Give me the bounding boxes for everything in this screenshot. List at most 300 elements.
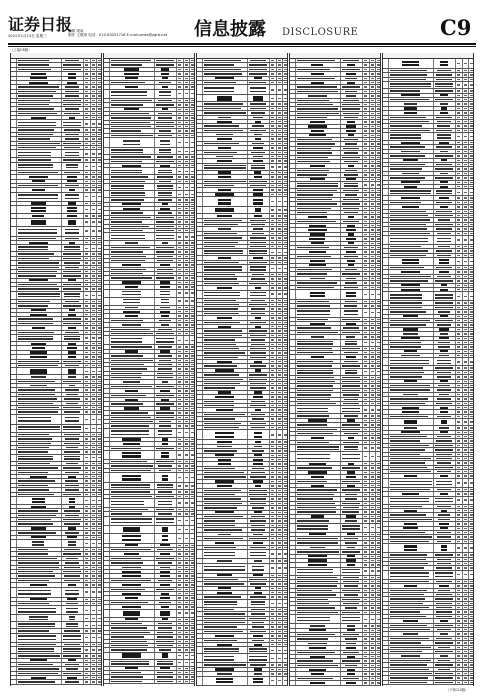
- table-cell-divider: [109, 211, 110, 214]
- table-cell-divider: [340, 120, 341, 123]
- table-cell-text: [85, 407, 89, 408]
- table-cell-text: [271, 138, 275, 139]
- table-cell-text: [185, 636, 188, 637]
- table-cell-divider: [202, 312, 203, 315]
- table-cell-divider: [202, 643, 203, 646]
- table-cell-text: [111, 60, 151, 61]
- table-cell-text: [125, 242, 138, 243]
- table-cell-text: [255, 485, 261, 487]
- table-cell-text: [156, 251, 174, 252]
- table-cell-text: [191, 351, 195, 352]
- table-cell-divider: [295, 120, 296, 123]
- table-cell-text: [156, 641, 175, 642]
- table-cell-text: [67, 210, 77, 212]
- table-cell-text: [111, 504, 144, 505]
- table-cell-text: [18, 635, 56, 636]
- table-cell-text: [156, 417, 173, 418]
- table-cell-text: [85, 389, 89, 390]
- table-cell-text: [253, 160, 263, 162]
- table-cell-text: [278, 525, 281, 526]
- table-cell-text: [185, 606, 188, 607]
- table-cell-text: [278, 609, 281, 610]
- table-cell-text: [85, 506, 89, 507]
- table-cell-text: [377, 278, 381, 279]
- table-cell-text: [160, 291, 170, 292]
- table-cell-text: [185, 181, 188, 182]
- table-cell-text: [254, 77, 262, 79]
- table-cell-divider: [61, 375, 62, 378]
- table-cell-text: [111, 580, 151, 581]
- table-cell-divider: [202, 85, 203, 94]
- table-cell-text: [250, 583, 265, 584]
- table-cell-text: [271, 379, 275, 380]
- table-cell-text: [278, 383, 281, 384]
- table-cell-text: [311, 242, 323, 244]
- table-cell-text: [31, 506, 46, 508]
- table-cell-divider: [202, 219, 203, 222]
- table-cell-text: [271, 547, 275, 548]
- table-cell-divider: [61, 509, 62, 512]
- table-cell-divider: [340, 286, 341, 289]
- table-cell-text: [191, 364, 195, 365]
- table-cell-divider: [16, 360, 17, 363]
- table-cell-text: [157, 273, 172, 274]
- table-cell-divider: [202, 634, 203, 637]
- table-cell-text: [65, 138, 79, 139]
- table-cell-text: [297, 310, 330, 311]
- table-cell-divider: [295, 309, 296, 317]
- table-cell-text: [217, 574, 233, 576]
- table-cell-text: [185, 100, 188, 101]
- table-cell-text: [18, 451, 48, 452]
- table-cell-text: [204, 103, 243, 104]
- table-cell-text: [249, 69, 267, 70]
- table-cell-divider: [61, 442, 62, 445]
- table-cell-text: [377, 143, 381, 144]
- table-row: [104, 534, 194, 544]
- table-cell-text: [254, 134, 262, 135]
- table-cell-divider: [247, 515, 248, 518]
- table-cell-text: [68, 476, 76, 478]
- table-cell-text: [216, 681, 233, 683]
- table-cell-text: [63, 258, 81, 259]
- table-cell-divider: [16, 94, 17, 97]
- table-cell-text: [63, 553, 81, 554]
- table-cell-text: [191, 619, 195, 620]
- table-cell-text: [159, 130, 172, 131]
- table-cell-divider: [16, 116, 17, 119]
- table-cell-text: [92, 166, 95, 167]
- table-cell-text: [377, 287, 381, 288]
- table-cell-text: [98, 403, 102, 404]
- table-cell-text: [63, 125, 82, 126]
- table-cell-divider: [154, 667, 155, 670]
- table-cell-text: [271, 108, 275, 109]
- table-row: [11, 680, 101, 684]
- table-cell-text: [271, 274, 275, 275]
- table-cell-divider: [340, 134, 341, 137]
- table-cell-text: [111, 470, 151, 471]
- table-cell-text: [271, 112, 275, 113]
- table-cell-text: [218, 326, 231, 328]
- table-cell-text: [85, 394, 89, 395]
- table-cell-text: [65, 532, 78, 533]
- table-cell-text: [98, 571, 102, 572]
- table-cell-text: [284, 423, 288, 424]
- table-cell-divider: [202, 480, 203, 483]
- table-cell-text: [18, 152, 51, 153]
- table-cell-text: [85, 677, 89, 678]
- table-cell-text: [249, 253, 267, 254]
- table-cell-text: [85, 209, 89, 210]
- table-cell-text: [156, 509, 174, 510]
- table-cell-text: [63, 122, 82, 123]
- table-cell-text: [191, 142, 195, 143]
- table-cell-divider: [16, 59, 17, 62]
- table-cell-divider: [109, 372, 110, 375]
- table-cell-text: [18, 420, 51, 421]
- table-cell-text: [284, 631, 288, 632]
- table-cell-text: [185, 470, 188, 471]
- table-cell-text: [92, 288, 95, 289]
- table-cell-text: [191, 676, 195, 677]
- table-cell-divider: [202, 672, 203, 675]
- table-cell-text: [98, 91, 102, 92]
- table-cell-text: [159, 320, 171, 321]
- table-cell-divider: [295, 160, 296, 163]
- table-cell-text: [271, 579, 275, 580]
- table-cell-text: [284, 490, 288, 491]
- table-cell-text: [204, 507, 237, 508]
- table-cell-text: [63, 635, 82, 636]
- table-cell-divider: [61, 579, 62, 582]
- table-cell-divider: [202, 102, 203, 105]
- table-cell-text: [158, 513, 173, 514]
- table-cell-text: [111, 341, 142, 342]
- table-cell-text: [284, 427, 288, 428]
- table-cell-text: [252, 507, 264, 508]
- table-cell-divider: [154, 155, 155, 158]
- table-cell-text: [278, 335, 281, 336]
- table-cell-text: [255, 317, 262, 319]
- table-cell-text: [178, 122, 182, 123]
- table-cell-text: [92, 584, 95, 585]
- table-cell-divider: [109, 180, 110, 183]
- table-cell-text: [178, 60, 182, 61]
- table-cell-text: [252, 143, 264, 144]
- table-cell-text: [92, 153, 95, 154]
- table-cell-text: [278, 542, 281, 543]
- table-cell-divider: [109, 229, 110, 232]
- table-cell-text: [178, 217, 182, 218]
- table-cell-text: [63, 429, 81, 430]
- table-cell-divider: [340, 77, 341, 80]
- table-cell-text: [185, 373, 188, 374]
- table-cell-text: [371, 260, 374, 261]
- table-cell-divider: [109, 59, 110, 62]
- table-cell-text: [85, 203, 89, 204]
- table-cell-text: [67, 180, 77, 182]
- table-row: [197, 291, 287, 299]
- table-cell-text: [271, 673, 275, 674]
- table-cell-text: [191, 109, 195, 110]
- table-cell-text: [284, 257, 288, 258]
- table-cell-text: [92, 532, 95, 533]
- table-cell-text: [178, 269, 182, 270]
- table-cell-divider: [61, 133, 62, 136]
- table-cell-divider: [202, 351, 203, 354]
- table-cell-text: [271, 658, 275, 659]
- table-cell-divider: [109, 207, 110, 210]
- table-cell-text: [178, 558, 182, 559]
- table-cell-text: [271, 516, 275, 517]
- table-cell-text: [178, 236, 182, 237]
- table-cell-text: [64, 246, 80, 247]
- table-cell-divider: [154, 534, 155, 543]
- table-cell-text: [85, 73, 89, 74]
- table-cell-text: [191, 176, 195, 177]
- editor-info: [68, 29, 167, 38]
- table-cell-text: [98, 327, 102, 328]
- table-cell-text: [297, 352, 333, 353]
- table-cell-text: [284, 525, 288, 526]
- table-cell-divider: [16, 514, 17, 517]
- table-row: [197, 85, 287, 95]
- table-cell-divider: [16, 351, 17, 354]
- table-cell-text: [64, 456, 81, 457]
- table-cell-text: [185, 421, 188, 422]
- table-cell-text: [278, 379, 281, 380]
- table-cell-divider: [154, 420, 155, 423]
- table-cell-text: [278, 172, 281, 173]
- table-cell-text: [255, 369, 262, 371]
- table-cell-text: [271, 209, 275, 210]
- table-cell-text: [18, 438, 52, 439]
- table-cell-divider: [340, 138, 341, 141]
- table-cell-divider: [109, 272, 110, 275]
- table-cell-text: [111, 386, 152, 387]
- table-cell-text: [85, 143, 89, 144]
- table-cell-text: [271, 130, 275, 131]
- table-cell-divider: [61, 150, 62, 157]
- table-cell-divider: [109, 583, 110, 586]
- table-cell-divider: [109, 160, 110, 163]
- table-cell-text: [271, 201, 275, 202]
- table-cell-text: [185, 377, 188, 378]
- table-cell-text: [178, 117, 182, 118]
- table-cell-text: [64, 644, 81, 645]
- table-cell-divider: [202, 663, 203, 666]
- table-cell-divider: [109, 323, 110, 326]
- table-cell-divider: [109, 255, 110, 258]
- table-cell-divider: [109, 464, 110, 467]
- table-cell-text: [284, 82, 288, 83]
- table-cell-text: [178, 171, 182, 172]
- table-cell-text: [249, 579, 266, 580]
- table-cell-text: [111, 501, 144, 502]
- table-cell-text: [65, 515, 80, 516]
- table-cell-text: [160, 544, 169, 546]
- table-cell-text: [92, 407, 95, 408]
- table-cell-text: [98, 673, 102, 674]
- table-cell-divider: [61, 676, 62, 679]
- table-cell-text: [204, 344, 236, 345]
- table-cell-text: [284, 498, 288, 499]
- table-cell-divider: [202, 386, 203, 389]
- table-cell-text: [204, 82, 236, 83]
- table-cell-text: [65, 134, 79, 135]
- table-cell-text: [371, 265, 374, 266]
- table-cell-text: [18, 64, 49, 65]
- table-cell-text: [123, 144, 140, 145]
- table-cell-text: [31, 202, 45, 204]
- table-cell-divider: [16, 442, 17, 445]
- table-cell-text: [122, 593, 141, 595]
- table-cell-text: [98, 549, 102, 550]
- table-cell-text: [284, 583, 288, 584]
- table-cell-text: [371, 336, 374, 337]
- table-cell-text: [178, 399, 182, 400]
- table-cell-divider: [61, 570, 62, 573]
- table-cell-text: [278, 262, 281, 263]
- table-cell-text: [63, 571, 81, 572]
- table-cell-text: [284, 434, 288, 435]
- table-cell-text: [278, 405, 281, 406]
- table-cell-divider: [154, 490, 155, 493]
- table-cell-text: [162, 539, 169, 541]
- table-cell-text: [92, 295, 95, 296]
- table-cell-text: [297, 305, 330, 306]
- table-cell-divider: [295, 59, 296, 62]
- table-cell-text: [178, 247, 182, 248]
- table-cell-divider: [202, 214, 203, 217]
- table-cell-text: [204, 609, 234, 610]
- table-cell-text: [377, 212, 381, 213]
- table-cell-divider: [340, 242, 341, 245]
- table-cell-text: [92, 480, 95, 481]
- table-cell-divider: [247, 142, 248, 145]
- table-cell-text: [251, 414, 264, 415]
- table-cell-text: [251, 604, 266, 605]
- table-cell-text: [371, 86, 374, 87]
- table-cell-text: [85, 86, 89, 87]
- table-cell-text: [85, 361, 89, 362]
- table-cell-text: [64, 567, 81, 568]
- table-cell-text: [159, 470, 171, 471]
- table-cell-divider: [340, 220, 341, 223]
- table-cell-text: [348, 165, 355, 167]
- table-cell-text: [92, 510, 95, 511]
- table-cell-text: [18, 113, 57, 114]
- table-cell-divider: [202, 325, 203, 328]
- table-cell-text: [64, 338, 80, 339]
- table-cell-divider: [109, 671, 110, 674]
- table-cell-text: [310, 278, 324, 279]
- table-cell-text: [18, 623, 55, 624]
- table-cell-text: [191, 390, 195, 391]
- table-cell-divider: [202, 445, 203, 448]
- table-cell-text: [30, 584, 46, 586]
- table-cell-text: [191, 627, 195, 628]
- table-cell-text: [284, 387, 288, 388]
- table-cell-divider: [109, 164, 110, 167]
- table-cell-text: [185, 454, 188, 455]
- table-cell-divider: [16, 488, 17, 491]
- table-cell-text: [191, 373, 195, 374]
- table-cell-divider: [340, 322, 341, 325]
- table-cell-text: [284, 503, 288, 504]
- table-cell-text: [67, 598, 76, 600]
- table-cell-divider: [295, 322, 296, 325]
- table-cell-text: [64, 129, 79, 130]
- table-cell-text: [191, 571, 195, 572]
- table-cell-text: [111, 185, 144, 186]
- table-cell-text: [377, 174, 381, 175]
- table-cell-text: [92, 238, 95, 239]
- table-row: [11, 206, 101, 214]
- table-cell-text: [371, 199, 374, 200]
- table-cell-text: [278, 485, 281, 486]
- table-cell-text: [111, 199, 144, 200]
- table-cell-divider: [154, 290, 155, 297]
- table-cell-divider: [109, 191, 110, 197]
- table-cell-text: [185, 340, 188, 341]
- table-cell-text: [191, 580, 195, 581]
- table-cell-text: [85, 553, 89, 554]
- table-cell-divider: [295, 198, 296, 201]
- table-cell-text: [92, 64, 95, 65]
- table-cell-text: [92, 500, 95, 501]
- table-cell-divider: [202, 519, 203, 522]
- table-cell-text: [284, 335, 288, 336]
- table-cell-text: [111, 412, 148, 413]
- table-cell-text: [204, 167, 246, 168]
- table-cell-text: [251, 224, 265, 225]
- table-cell-divider: [154, 376, 155, 379]
- table-cell-text: [297, 139, 332, 140]
- table-cell-text: [18, 229, 57, 230]
- table-cell-divider: [16, 375, 17, 378]
- table-cell-text: [85, 91, 89, 92]
- table-cell-divider: [16, 561, 17, 564]
- table-cell-divider: [154, 72, 155, 75]
- table-cell-divider: [109, 216, 110, 219]
- table-cell-text: [371, 256, 374, 257]
- table-cell-divider: [109, 473, 110, 482]
- table-cell-text: [98, 451, 102, 452]
- table-cell-divider: [109, 660, 110, 666]
- table-cell-text: [204, 604, 237, 605]
- table-cell-text: [158, 491, 172, 492]
- table-cell-text: [111, 277, 152, 278]
- table-cell-text: [30, 369, 48, 371]
- table-cell-text: [92, 537, 95, 538]
- table-cell-text: [98, 376, 102, 377]
- table-cell-text: [204, 529, 242, 530]
- table-cell-divider: [295, 318, 296, 321]
- table-cell-divider: [247, 533, 248, 536]
- table-cell-text: [191, 672, 195, 673]
- table-cell-text: [271, 121, 275, 122]
- table-cell-text: [185, 386, 188, 387]
- table-cell-text: [191, 73, 195, 74]
- table-cell-text: [65, 238, 79, 239]
- table-cell-text: [178, 64, 182, 65]
- table-cell-text: [111, 122, 150, 123]
- table-cell-text: [162, 656, 169, 658]
- table-cell-text: [69, 385, 76, 386]
- table-cell-divider: [61, 300, 62, 303]
